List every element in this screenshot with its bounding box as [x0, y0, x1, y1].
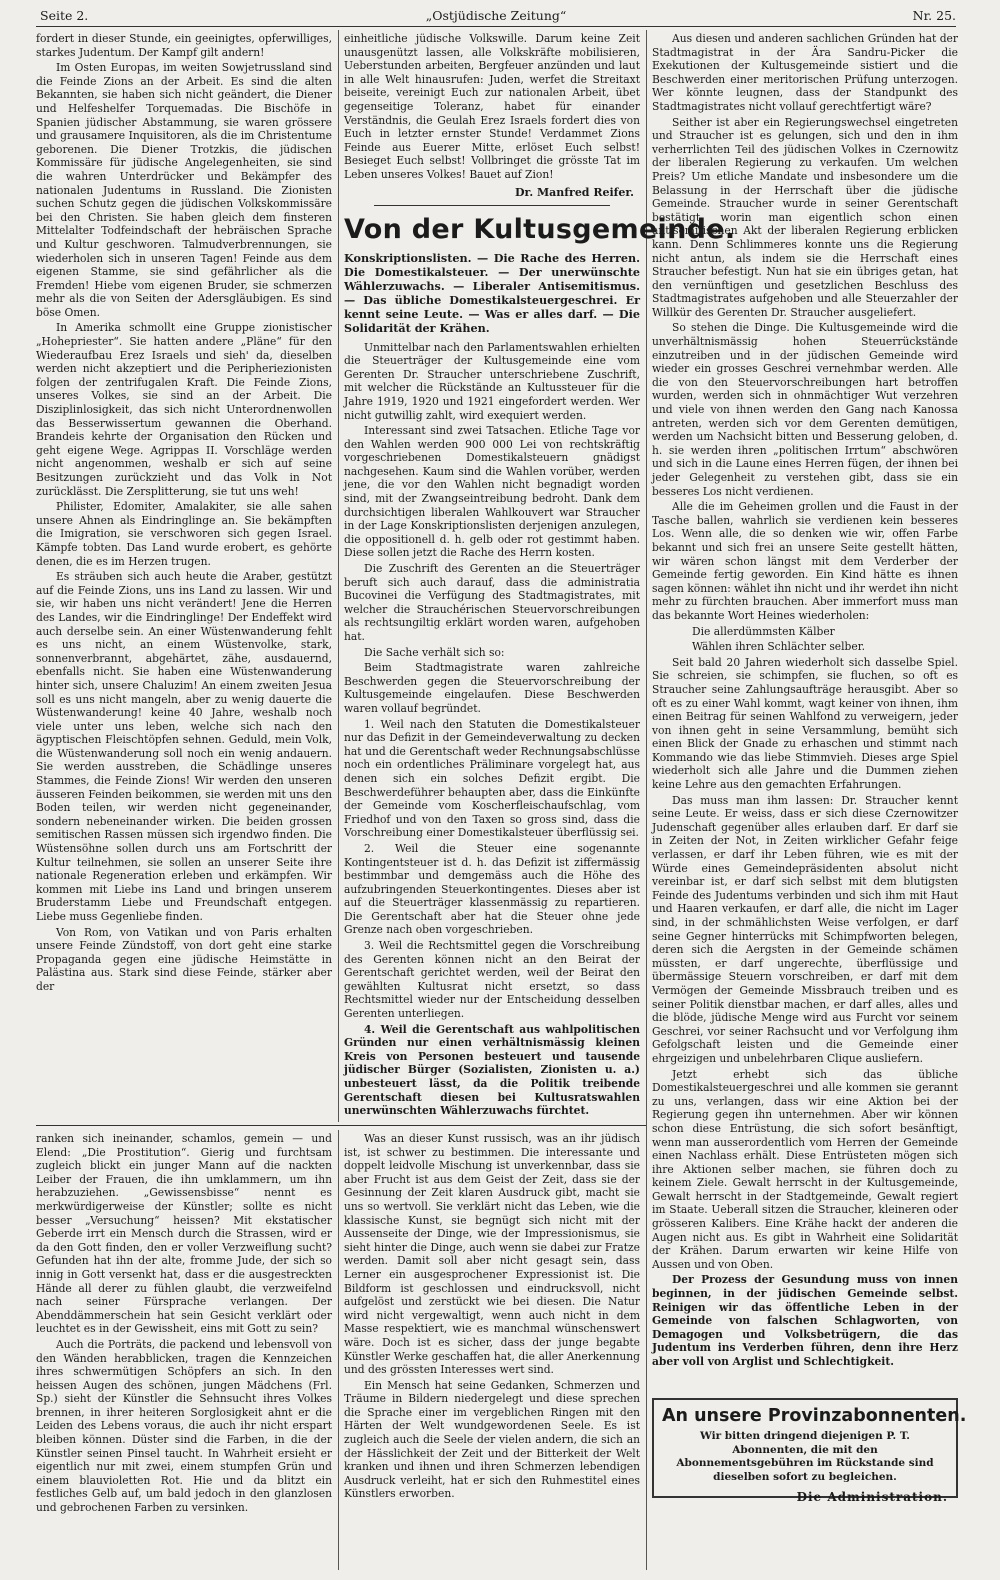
article-paragraph: Seither ist aber ein Regierungswechsel eingetreten und Straucher ist es gelungen, sich und den in ihm verherrlichten Teil des jüdischen Volkes in Czernowitz der liberalen Regierung zu verkaufen. Um welchen Preis? Um etliche Mandate und insbesondere um die Belassung in der Herrschaft über die jüdische Gemeinde. Straucher wurde in seiner Gerentschaft bestätigt, worin man eigentlich schon einen antisemitischen Akt der liberalen Regierung erblicken kann. Denn Schlimmeres konnte uns die Regierung nicht antun, als indem sie die Herrschaft eines Straucher befestigt. Nun hat sie ein übriges getan, hat den vernünftigen und gesetzlichen Beschluss des Stadtmagistrates aufgehoben und alle Steuerzahler der Willkür des Gerenten Dr. Straucher ausgeliefert. [652, 115, 958, 319]
poem-line: Die allerdümmsten Kälber [692, 624, 835, 638]
article-subtitle: Konskriptionslisten. — Die Rache des Herren. Die Domestikalsteuer. — Der unerwünschte Wählerzuwachs. — Liberaler Antisemitismus. — Das übliche Domestikalsteuergeschrei. Er kennt seine Leute. — Was er alles darf. — Die Solidarität der Krähen. [344, 250, 640, 335]
article-paragraph: Jetzt erhebt sich das übliche Domestikalsteuergeschrei und alle kommen sie gerannt zu uns, verlangen, dass wir eine Aktion bei der Regierung gegen ihn unternehmen. Aber wir können schon diese Entrüstung, die sich sofort besänftigt, wenn man ausserordentlich vom Herren der Gemeinde einen Nachlass erhält. Diese Entrüsteten mögen sich ihre Aktionen selber machen, sie führen doch zu keinem Ziele. Gewalt herrscht in der Kultusgemeinde, Gewalt herrscht in der Stadtgemeinde, Gewalt regiert im Staate. Ueberall sitzen die Straucher, kleineren oder grösseren Kalibers. Eine Krähe hackt der anderen die Augen nicht aus. Es gibt in Wahrheit eine Solidarität der Krähen. Darum erwarten wir keine Hilfe von Aussen und von Oben. [652, 1067, 958, 1271]
section-divider [36, 1125, 646, 1126]
article-column-bottom-left [36, 1132, 332, 1572]
article-column-left [36, 32, 332, 1122]
article-paragraph: Philister, Edomiter, Amalakiter, sie alle sahen unsere Ahnen als Eindringlinge an. Sie bekämpften die Imigration, sie verschworen sich gegen Israel. Kämpfe tobten. Das Land wurde erobert, es gehörte denen, die es im Herzen trugen. [36, 500, 332, 568]
article-paragraph: Unmittelbar nach den Parlamentswahlen erhielten die Steuerträger der Kultusgemeinde eine vom Gerenten Dr. Straucher unterschriebene Zuschrift, mit welcher die Rückstände an Kultussteuer für die Jahre 1919, 1920 und 1921 eingefordert werden. Wer nicht gutwillig zahlt, wird exequiert werden. [344, 340, 640, 422]
notice-title: An unsere Provinzabonnenten. [662, 1406, 967, 1426]
article-paragraph: Ein Mensch hat seine Gedanken, Schmerzen und Träume in Bildern niedergelegt und diese sprechen die Sprache einer im vergeblichen Ringen mit den Härten der Welt wundgewordenen Seele. Es ist zugleich auch die Seele der vielen andern, die sich an der Hässlichkeit der Zeit und der Bitterkeit der Welt kranken und ihnen und ihren Schmerzen lebendigen Ausdruck verleiht, hat er sich den Ruhmestitel eines Künstlers erworben. [344, 1378, 640, 1501]
article-paragraph: In Amerika schmollt eine Gruppe zionistischer „Hohepriester“. Sie hatten andere „Pläne“ für den Wiederaufbau Erez Israels und sieh' da, dieselben werden nicht akzeptiert und die Peripheriezionisten folgen der zentrifugalen Kraft. Die Feinde Zions, unseres Volkes, sie sind an der Arbeit. Die Disziplinlosigkeit, das sich nicht Unterordnenwollen das Besserwissertum gewannen die Oberhand. Brandeis kehrte der Organisation den Rücken und geht eigene Wege. Agrippas II. Vorschläge werden nicht angenommen, weshalb er sich auf seine Besitzungen zurückzieht und das Volk in Not zurücklässt. Die Zersplitterung, sie tut uns weh! [36, 321, 332, 498]
issue-number: Nr. 25. [912, 8, 956, 23]
poem-line: Wählen ihren Schlächter selber. [692, 640, 866, 654]
article-paragraph: Was an dieser Kunst russisch, was an ihr jüdisch ist, ist schwer zu bestimmen. Die interessante und doppelt leidvolle Mischung ist unverkennbar, dass sie aber Frucht ist aus dem Geist der Zeit, dass sie der Gesinnung der Zeit klaren Ausdruck gibt, macht sie uns so wertvoll. Sie verklärt nicht das Leben, wie die klassische Kunst, sie begnügt sich nicht mit der Aussenseite der Dinge, wie der Impressionismus, sie sieht hinter die Dinge, auch wenn sie dabei zur Fratze werden. Damit soll aber nicht gesagt sein, dass Lerner ein ausgesprochener Expressionist ist. Die Bildform ist geschlossen und eindrucksvoll, nicht aufgelöst und zerstückt wie bei diesen. Die Natur wird nicht vergewaltigt, wenn auch nicht in dem Masse respektiert, wie es manchmal wünschenswert wäre. Doch ist es sicher, dass der junge begabte Künstler Werke geschaffen hat, die aller Anerkennung und des grössten Interesses wert sind. [344, 1132, 640, 1377]
article-paragraph: 4. Weil die Gerentschaft aus wahlpolitischen Gründen nur einen verhältnismässig kleinen Kreis von Personen besteuert und tausende jüdischer Bürger (Sozialisten, Zionisten u. a.) unbesteuert lässt, da die Politik treibende Gerentschaft diesen bei Kultusratswahlen unerwünschten Wählerzuwachs fürchtet. [344, 1022, 640, 1118]
article-paragraph: Von Rom, von Vatikan und von Paris erhalten unsere Feinde Zündstoff, von dort geht eine starke Propaganda gegen eine jüdische Heimstätte in Palästina aus. Stark sind diese Feinde, stärker aber der [36, 925, 332, 993]
article-column-bottom-middle [344, 1132, 640, 1572]
notice-signature: Die Administration. [796, 1490, 948, 1504]
article-paragraph: einheitliche jüdische Volkswille. Darum keine Zeit unausgenützt lassen, alle Volkskräfte mobilisieren, Ueberstunden arbeiten, Bergfeuer anzünden und laut in alle Welt hinausrufen: Juden, werfet die Streitaxt beiseite, vereinigt Euch zur nationalen Arbeit, übet gegenseitige Toleranz, habet für einander Verständnis, die Geulah Erez Israels fordert dies von Euch in letzter ernster Stunde! Verdammet Zions Feinde aus Euerer Mitte, erlöset Euch selbst! Besieget Euch selbst! Vollbringet die grösste Tat im Leben unseres Volkes! Bauet auf Zion! [344, 32, 640, 181]
article-divider [374, 205, 610, 206]
article-column-right [652, 32, 958, 1390]
article-paragraph: ranken sich ineinander, schamlos, gemein — und Elend: „Die Prostitution“. Gierig und furchtsam zugleich blickt ein junger Mann auf die nackten Leiber der Frauen, die ihn umklammern, um ihn herabzuziehen. „Gewissensbisse“ nennt es merkwürdigerweise der Künstler; sollte es nicht besser „Versuchung“ heissen? Mit ekstatischer Geberde irrt ein Mensch durch die Strassen, wird er da den Gott finden, den er voller Verzweiflung sucht? Gefunden hat ihn der alte, fromme Jude, der sich so innig in Gott versenkt hat, dass er die ausgestreckten Hände all derer zu fühlen glaubt, die verzweifelnd nach seiner Fürsprache verlangen. Der Abenddämmerschein hat sein Gesicht verklärt oder leuchtet es in der Gewissheit, eins mit Gott zu sein? [36, 1132, 332, 1336]
page-number: Seite 2. [40, 8, 89, 23]
article-paragraph: So stehen die Dinge. Die Kultusgemeinde wird die unverhältnismässig hohen Steuerrückstände einzutreiben und in der jüdischen Gemeinde wird wieder ein grosses Geschrei vernehmbar werden. Alle die von den Steuervorschreibungen hart betroffen wurden, werden sich in ohnmächtiger Wut verzehren und viele von ihnen werden den Gang nach Kanossa antreten, werden sich vor dem Gerenten demütigen, werden um Nachsicht bitten und Besserung geloben, d. h. sie werden ihren „politischen Irrtum“ abschwören und sich in die Laune eines Herren fügen, der ihnen bei jeder Gelegenheit zu verstehen gibt, dass sie ein besseres Los nicht verdienen. [652, 321, 958, 498]
page-header [36, 4, 956, 27]
column-divider [338, 1130, 339, 1570]
notice-body: Wir bitten dringend diejenigen P. T. Abonnenten, die mit den Abonnementsgebühren im Rückstande sind dieselben sofort zu begleichen. [676, 1430, 934, 1483]
author-signature: Dr. Manfred Reifer. [515, 185, 634, 199]
article-headline: Von der Kultusgemeinde. [344, 213, 736, 245]
column-divider [646, 30, 647, 1570]
article-paragraph: 3. Weil die Rechtsmittel gegen die Vorschreibung des Gerenten können nicht an den Beirat der Gerentschaft gerichtet werden, weil der Beirat den gewählten Kultusrat nicht ersetzt, so dass Rechtsmittel wieder nur der Entscheidung desselben Gerenten unterliegen. [344, 939, 640, 1021]
subscriber-notice-box [652, 1398, 967, 1504]
newspaper-name: „Ostjüdische Zeitung“ [425, 8, 567, 23]
article-paragraph: Auch die Porträts, die packend und lebensvoll von den Wänden herabblicken, tragen die Kennzeichen ihres schwermütigen Schöpfers an sich. In den heissen Augen des schönen, jungen Mädchens (Frl. Sp.) sieht der Künstler die Sehnsucht ihres Volkes brennen, in ihrer heiteren Sorglosigkeit ahnt er die Leiden des Lebens voraus, die auch ihr nicht erspart bleiben können. Düster sind die Farben, in die der Künstler seinen Pinsel taucht. In Wahrheit ersieht er eigentlich nur mit zwei, einem stumpfen Grün und einem blauvioletten Rot. Hie und da blitzt ein festliches Gelb auf, um bald jedoch in den glanzlosen und gebrochenen Farben zu versinken. [36, 1337, 332, 1515]
article-paragraph: Die Sache verhält sich so: [364, 645, 505, 659]
article-paragraph: Der Prozess der Gesundung muss von innen beginnen, in der jüdischen Gemeinde selbst. Reinigen wir das öffentliche Leben in der Gemeinde von falschen Schlagworten, von Demagogen und Volksbetrügern, die das Judentum ins Verderben führen, denn ihre Herz aber voll von Arglist und Schlechtigkeit. [652, 1273, 958, 1368]
article-paragraph: Das muss man ihm lassen: Dr. Straucher kennt seine Leute. Er weiss, dass er sich diese Czernowitzer Judenschaft gegenüber alles erlauben darf. Er darf sie in Zeiten der Not, in Zeiten wirklicher Gefahr feige verlassen, er darf ihr Leben führen, wie es mit der Würde eines Gemeindepräsidenten absolut nicht vereinbar ist, er darf sich selbst mit dem blutigsten Feinde des Judentums verbinden und sich ihm mit Haut und Haaren verkaufen, er darf alle, die nicht im Lager sind, in der schmählichsten Weise verfolgen, er darf seine Gegner hinterrücks mit Schimpfworten belegen, deren sich die Aergsten in der Gemeinde schämen müssten, er darf ungerechte, überflüssige und übermässige Steuern vorschreiben, er darf mit dem Vermögen der Gemeinde Missbrauch treiben und es seiner Politik dienstbar machen, er darf alles, alles und die blöde, jüdische Menge wird aus Furcht vor seinem Geschrei, vor seiner Rachsucht und vor Verfolgung ihm Gefolgschaft leisten und die Gemeinde einer ehrgeizigen und unbelehrbaren Clique ausliefern. [652, 793, 958, 1065]
article-paragraph: Aus diesen und anderen sachlichen Gründen hat der Stadtmagistrat in der Ära Sandru-Picker die Exekutionen der Kultusgemeinde sistiert und die Beschwerden einer meritorischen Prüfung unterzogen. Wer könnte leugnen, dass der Standpunkt des Stadtmagistrates nicht vollauf gerechtfertigt wäre? [652, 32, 958, 113]
article-paragraph: Interessant sind zwei Tatsachen. Etliche Tage vor den Wahlen werden 900 000 Lei von rechtskräftig vorgeschriebenen Domestikalsteuern gnädigst nachgesehen. Kaum sind die Wahlen vorüber, werden jene, die vor den Wahlen nicht begnadigt worden sind, mit der Zwangseintreibung bedroht. Dank dem durchsichtigen liberalen Wahlkouvert war Straucher in der Lage Konskriptionslisten derjenigen anzulegen, die oppositionell d. h. gelb oder rot gestimmt haben. Diese sollen jetzt die Rache des Herrn kosten. [344, 424, 640, 560]
article-column-middle [344, 32, 736, 1122]
article-paragraph: 1. Weil nach den Statuten die Domestikalsteuer nur das Defizit in der Gemeindeverwaltung zu decken hat und die Gerentschaft weder Rechnungsabschlüsse noch ein ordentliches Präliminare vorgelegt hat, aus denen sich ein solches Defizit ergibt. Die Beschwerdeführer behaupten aber, dass die Einkünfte der Gemeinde vom Koscherfleischaufschlag, vom Friedhof und von den Taxen so gross sind, dass die Vorschreibung einer Domestikalsteuer überflüssig sei. [344, 717, 640, 840]
article-paragraph: 2. Weil die Steuer eine sogenannte Kontingentsteuer ist d. h. das Defizit ist ziffermässig bestimmbar und demgemäss auch die Höhe des aufzubringenden Steuerkontingentes. Dieses aber ist auf die Steuerträger klassenmässig zu repartieren. Die Gerentschaft aber hat die Steuer ohne jede Grenze nach oben vorgeschrieben. [344, 841, 640, 937]
article-paragraph: Alle die im Geheimen grollen und die Faust in der Tasche ballen, wahrlich sie verdienen kein besseres Los. Wenn alle, die so denken wie wir, offen Farbe bekannt und sich frei an unsere Seite gestellt hätten, wir wären schon längst mit dem Verderber der Gemeinde fertig geworden. Ein Kind hätte es ihnen sagen können: wählet ihn nicht und ihr werdet ihn nicht mehr zu fürchten brauchen. Aber immerfort muss man das bekannte Wort Heines wiederholen: [652, 500, 958, 622]
article-paragraph: Beim Stadtmagistrate waren zahlreiche Beschwerden gegen die Steuervorschreibung der Kultusgemeinde eingelaufen. Diese Beschwerden waren vollauf begründet. [344, 661, 640, 715]
article-paragraph: Seit bald 20 Jahren wiederholt sich dasselbe Spiel. Sie schreien, sie schimpfen, sie fluchen, so oft es Straucher seine Zahlungsaufträge herausgibt. Aber so oft es zu einer Wahl kommt, wagt keiner von ihnen, ihm einen Beitrag für seinen Wahlfond zu verweigern, jeder von ihnen geht in seine Versammlung, bemüht sich einen Blick der Gnade zu erhaschen und stimmt nach Kommando wie das liebe Stimmvieh. Dieses arge Spiel wiederholt sich alle Jahre und die Dummen ziehen keine Lehre aus den gemachten Erfahrungen. [652, 655, 958, 792]
article-paragraph: Im Osten Europas, im weiten Sowjetrussland sind die Feinde Zions an der Arbeit. Es sind die alten Bekannten, sie haben sich nicht geändert, die Diener und Helfeshelfer Torquemadas. Die Bischöfe in Spanien jüdischer Abstammung, sie waren grössere und grausamere Inquisitoren, als die im Christentume geborenen. Die Diener Trotzkis, die jüdischen Kommissäre für jüdische Angelegenheiten, sie sind die wahren Unterdrücker und Bekämpfer des nationalen Judentums in Russland. Die Zionisten suchen Schutz gegen die jüdischen Volkskommissäre bei den Christen. Sie haben gleich dem finsteren Mittelalter Todfeindschaft der hebräischen Sprache und Kultur geschworen. Talmudverbrennungen, sie wiederholen sich in unseren Tagen! Feinde aus dem eigenen Stamme, sie sind gefährlicher als die Fremden! Hiebe vom eigenen Bruder, sie schmerzen mehr als die von Seiten der Adersgläubigen. Es sind böse Omen. [36, 61, 332, 319]
column-divider [338, 30, 339, 1122]
article-paragraph: Die Zuschrift des Gerenten an die Steuerträger beruft sich auch darauf, dass die administratia Bucovinei die Verfügung des Stadtmagistrates, mit welcher die Strauchérischen Steuervorschreibungen als rechtsungiltig erklärt worden waren, aufgehoben hat. [344, 562, 640, 643]
article-paragraph: Es sträuben sich auch heute die Araber, gestützt auf die Feinde Zions, uns ins Land zu lassen. Wir und sie, wir haben uns nicht verändert! Jene die Herren des Landes, wir die Eindringlinge! Der Endeffekt wird auch derselbe sein. An einer Wüstenwanderung fehlt es uns nicht, an einem Wüstenvolke, stark, sonnenverbrannt, abgehärtet, zähe, ausdauernd, ebenfalls nicht. Sie haben eine Wüstenwanderung hinter sich, unsere Chaluzim! An einem zweiten Jesua soll es uns nicht mangeln, aber zu wenig dauerte die Wüstenwanderung! keine 40 Jahre, weshalb noch viele unter uns leben, welche sich nach den ägyptischen Fleischtöpfen sehnen. Geduld, mein Volk, die Wüstenwanderung soll noch ein wenig andauern. Sie werden ausstreben, die Schädlinge unseres Stammes, die Feinde Zions! Wir werden den unseren äusseren Feinden beikommen, sie werden mit uns den Boden teilen, wir werden nicht gegeneinander, sondern nebeneinander wirken. Die beiden grossen semitischen Rassen müssen sich irgendwo finden. Die Wüstensöhne sollen durch uns am Fortschritt der Kultur teilnehmen, sie sollen an unserer Seite ihre nationale Regeneration erleben und erkämpfen. Wir kommen mit Liebe ins Land und bringen unserem Bruderstamm Liebe und Freundschaft entgegen. Liebe muss Gegenliebe finden. [36, 570, 332, 923]
article-paragraph: fordert in dieser Stunde, ein geeinigtes, opferwilliges, starkes Judentum. Der Kampf gilt andern! [36, 32, 332, 59]
